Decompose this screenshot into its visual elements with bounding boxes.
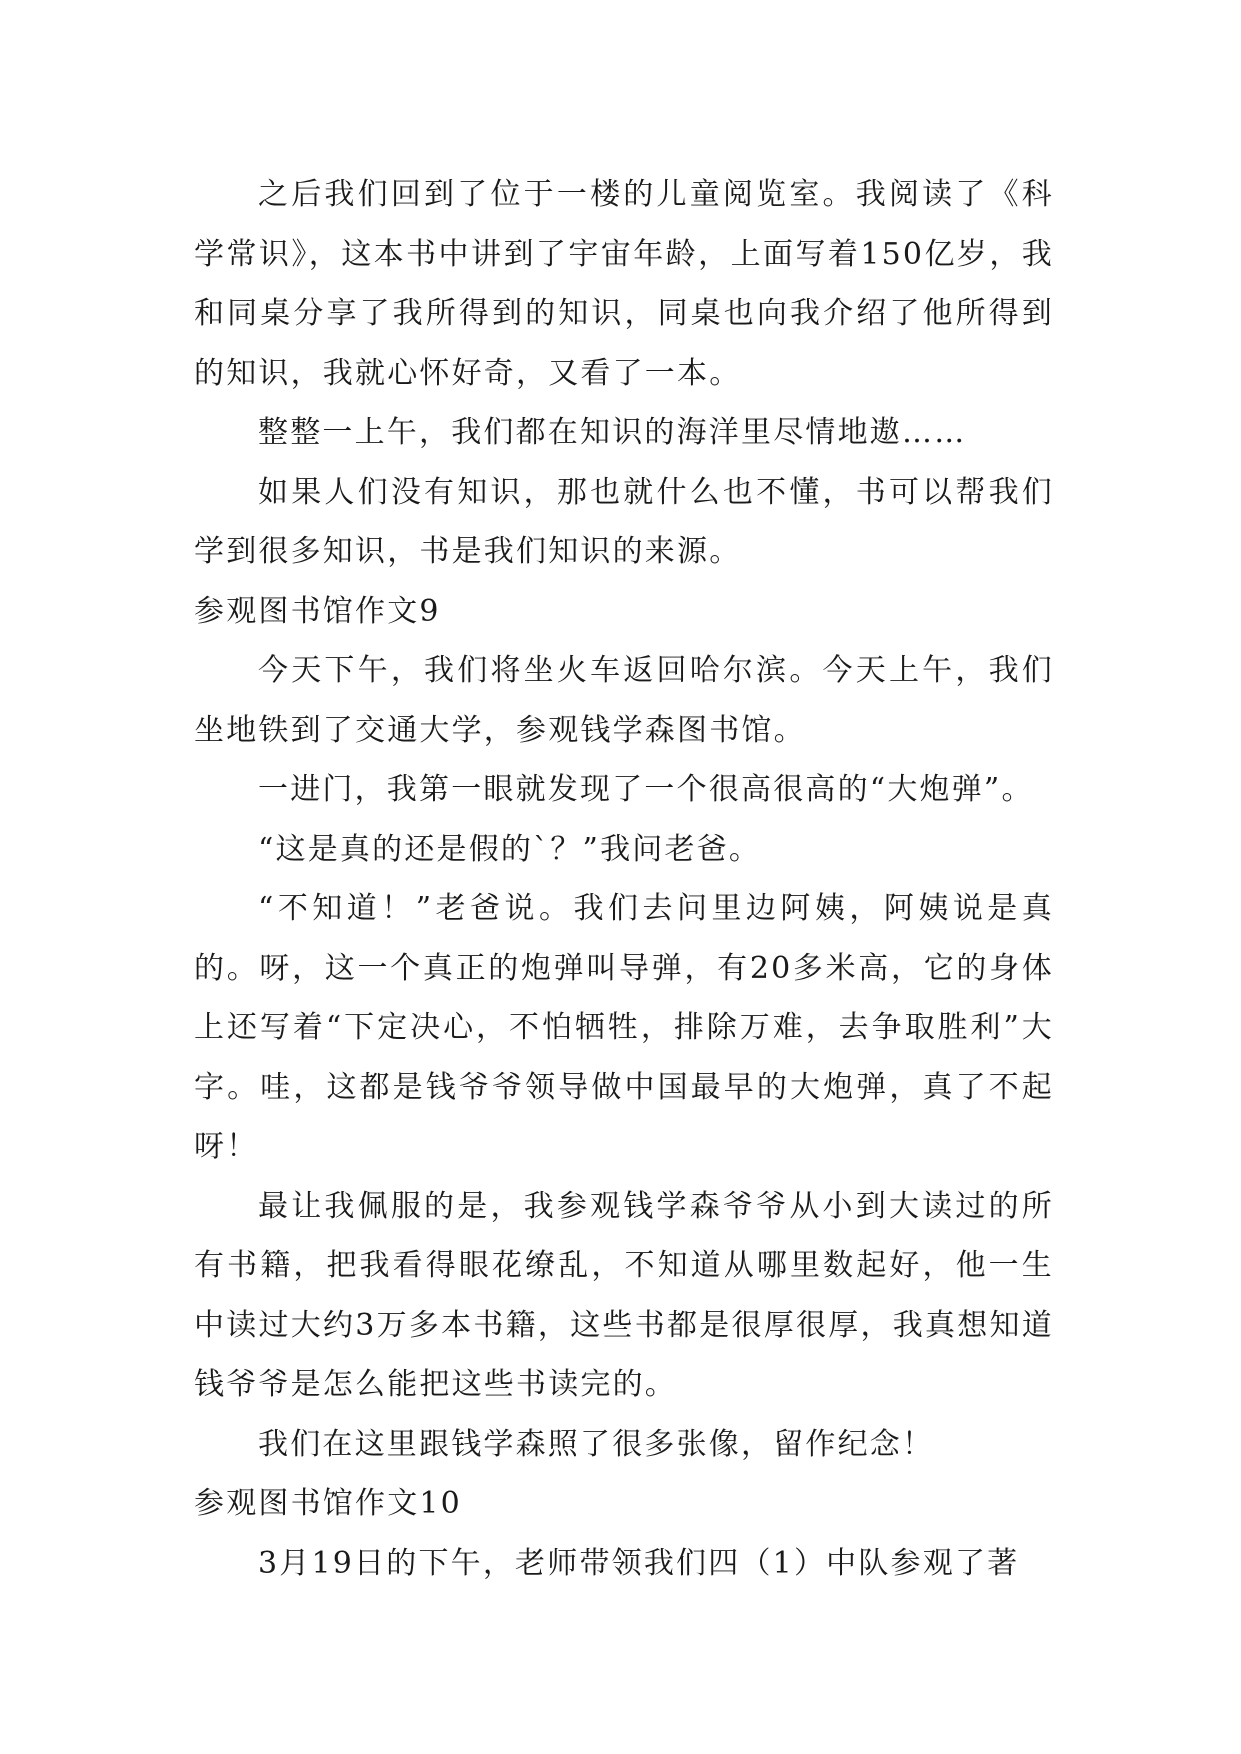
paragraph: 一进门，我第一眼就发现了一个很高很高的“大炮弹”。 (258, 772, 1034, 807)
paragraph: “不知道！”老爸说。我们去问里边阿姨，阿姨说是真的。呀，这一个真正的炮弹叫导弹，有20多米高，它的身体上还写着“下定决心，不怕牺牲，排除万难，去争取胜利”大字。哇，这都是钱爷爷领导做中国最早的大炮弹，真了不起呀！ (194, 891, 1054, 1164)
paragraph: “这是真的还是假的`？”我问老爸。 (258, 831, 762, 867)
paragraph: 3月19日的下午，老师带领我们四（1）中队参观了著 (258, 1545, 1020, 1581)
document-body (194, 165, 1054, 1593)
section-heading: 参观图书馆作文10 (194, 1486, 462, 1521)
paragraph: 整整一上午，我们都在知识的海洋里尽情地遨…… (258, 415, 967, 450)
paragraph: 今天下午，我们将坐火车返回哈尔滨。今天上午，我们坐地铁到了交通大学，参观钱学森图书馆。 (194, 653, 1054, 748)
paragraph: 之后我们回到了位于一楼的儿童阅览室。我阅读了《科学常识》，这本书中讲到了宇宙年龄，上面写着150亿岁，我和同桌分享了我所得到的知识，同桌也向我介绍了他所得到的知识，我就心怀好奇，又看了一本。 (194, 177, 1054, 391)
paragraph: 我们在这里跟钱学森照了很多张像，留作纪念！ (258, 1426, 935, 1462)
section-heading: 参观图书馆作文9 (194, 593, 441, 629)
paragraph: 最让我佩服的是，我参观钱学森爷爷从小到大读过的所有书籍，把我看得眼花缭乱，不知道从哪里数起好，他一生中读过大约3万多本书籍，这些书都是很厚很厚，我真想知道钱爷爷是怎么能把这些书读完的。 (194, 1188, 1054, 1402)
paragraph: 如果人们没有知识，那也就什么也不懂，书可以帮我们学到很多知识，书是我们知识的来源。 (194, 474, 1054, 569)
